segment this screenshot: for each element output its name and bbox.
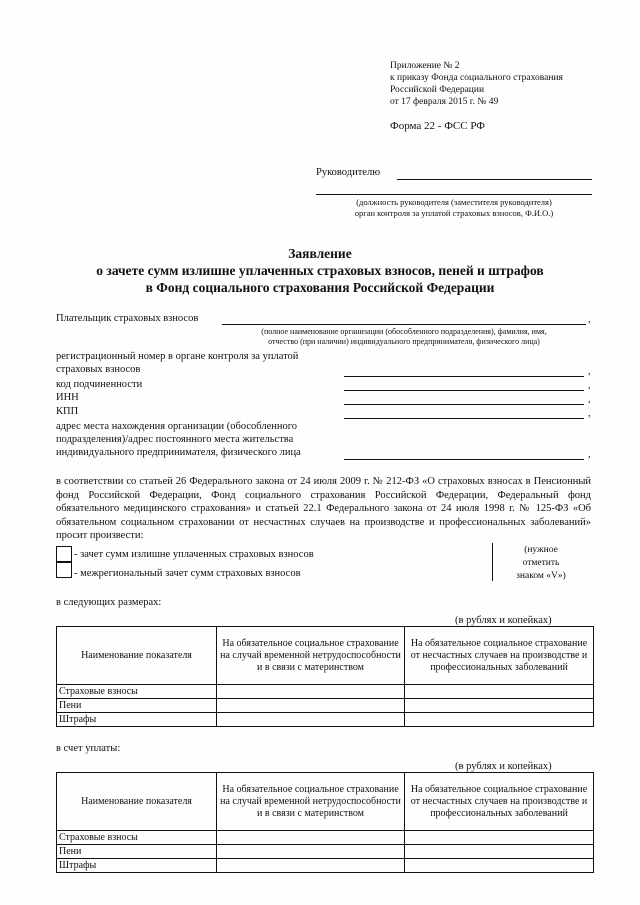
caption-line: отчество (при наличии) индивидуального предпринимателя, физического лица) xyxy=(268,337,540,346)
col-accidents: На обязательное социальное страхование от несчастных случаев на производстве и профессиональных заболеваний xyxy=(405,627,594,685)
caption-line: (полное наименование организации (обособленного подразделения), фамилия, имя, xyxy=(261,327,547,336)
comma: , xyxy=(588,366,591,377)
comma: , xyxy=(588,314,591,325)
addressee-caption xyxy=(316,197,592,219)
title-line: о зачете сумм излишне уплаченных страховых взносов, пеней и штрафов xyxy=(96,263,544,278)
col-temporary-disability: На обязательное социальное страхование на случай временной нетрудоспособности и в связи с материнством xyxy=(217,773,405,831)
addressee-field-2[interactable] xyxy=(316,194,592,195)
address-field[interactable] xyxy=(344,459,584,460)
col-indicator: Наименование показателя xyxy=(57,773,217,831)
section1-label: в следующих размерах: xyxy=(56,597,162,608)
comma: , xyxy=(588,408,591,419)
reg-number-label xyxy=(56,350,298,376)
table-row xyxy=(57,845,594,859)
addressee-label: Руководителю xyxy=(316,167,381,178)
amount-cell[interactable] xyxy=(405,713,594,727)
sub-code-label: код подчиненности xyxy=(56,379,143,390)
legal-basis-paragraph: в соответствии со статьей 26 Федерального закона от 24 июля 2009 г. № 212-ФЗ «О страховых взносах в Пенсионный фонд Российской Федерации, Фонд социального страхования Российской Федерации, Федеральный фонд обязательного медицинского страхования» и статьей 22.1 Федерального закона от 24 июля 1998 г. № 125-ФЗ «Об обязательном социальном страховании от несчастных случаев на производстве и профессиональных заболеваний» просит произвести: xyxy=(56,476,591,541)
amount-cell[interactable] xyxy=(405,845,594,859)
label-line: регистрационный номер в органе контроля за уплатой xyxy=(56,351,299,362)
sub-code-field[interactable] xyxy=(344,390,584,391)
note-line: отметить xyxy=(522,558,560,568)
payment-table xyxy=(56,772,594,873)
note-line: (нужное xyxy=(524,545,558,555)
table-row xyxy=(57,699,594,713)
payer-caption xyxy=(222,327,586,347)
amount-cell[interactable] xyxy=(217,859,405,873)
label-line: страховых взносов xyxy=(56,364,141,375)
col-temporary-disability: На обязательное социальное страхование на случай временной нетрудоспособности и в связи с материнством xyxy=(217,627,405,685)
option-interregional: - межрегиональный зачет сумм страховых взносов xyxy=(74,568,301,579)
reg-number-field[interactable] xyxy=(344,376,584,377)
comma: , xyxy=(588,394,591,405)
note-line: знаком «V») xyxy=(516,571,566,581)
amount-cell[interactable] xyxy=(217,685,405,699)
label-line: адрес места нахождения организации (обособленного xyxy=(56,421,298,432)
address-label xyxy=(56,420,301,459)
table-row xyxy=(57,859,594,873)
section1-units: (в рублях и копейках) xyxy=(455,615,552,626)
amount-cell[interactable] xyxy=(405,831,594,845)
amount-cell[interactable] xyxy=(217,845,405,859)
caption-line: орган контроля за уплатой страховых взносов, Ф.И.О.) xyxy=(354,208,554,218)
col-indicator: Наименование показателя xyxy=(57,627,217,685)
checkbox-note xyxy=(506,544,576,583)
addressee-field[interactable] xyxy=(397,179,592,180)
amount-cell[interactable] xyxy=(405,859,594,873)
option-offset: - зачет сумм излишне уплаченных страховых взносов xyxy=(74,549,314,560)
payer-field[interactable] xyxy=(222,324,586,325)
row-label: Штрафы xyxy=(57,713,217,727)
appendix-line: Российской Федерации xyxy=(390,85,485,95)
table-row xyxy=(57,713,594,727)
payer-label: Плательщик страховых взносов xyxy=(56,313,199,324)
title-line: Заявление xyxy=(288,246,352,261)
offset-checkbox[interactable] xyxy=(56,546,72,562)
kpp-field[interactable] xyxy=(344,418,584,419)
section2-units: (в рублях и копейках) xyxy=(455,761,552,772)
label-line: индивидуального предпринимателя, физического лица xyxy=(56,447,301,458)
title-line: в Фонд социального страхования Российской Федерации xyxy=(145,280,495,295)
section2-label: в счет уплаты: xyxy=(56,743,121,754)
kpp-label: КПП xyxy=(56,406,79,417)
inn-field[interactable] xyxy=(344,404,584,405)
inn-label: ИНН xyxy=(56,392,79,403)
form-name: Форма 22 - ФСС РФ xyxy=(390,120,485,132)
document-title xyxy=(40,245,600,296)
amount-cell[interactable] xyxy=(405,699,594,713)
appendix-line: Приложение № 2 xyxy=(390,61,460,71)
amounts-table xyxy=(56,626,594,727)
row-label: Штрафы xyxy=(57,859,217,873)
amount-cell[interactable] xyxy=(217,713,405,727)
table-row xyxy=(57,831,594,845)
label-line: подразделения)/адрес постоянного места жительства xyxy=(56,434,294,445)
interregional-checkbox[interactable] xyxy=(56,562,72,578)
table-row xyxy=(57,685,594,699)
row-label: Пени xyxy=(57,845,217,859)
appendix-line: к приказу Фонда социального страхования xyxy=(390,73,563,83)
comma: , xyxy=(588,380,591,391)
amount-cell[interactable] xyxy=(217,699,405,713)
appendix-block xyxy=(390,60,563,108)
divider xyxy=(492,543,493,581)
col-accidents: На обязательное социальное страхование от несчастных случаев на производстве и профессиональных заболеваний xyxy=(405,773,594,831)
amount-cell[interactable] xyxy=(217,831,405,845)
row-label: Пени xyxy=(57,699,217,713)
caption-line: (должность руководителя (заместителя руководителя) xyxy=(356,197,552,207)
row-label: Страховые взносы xyxy=(57,831,217,845)
row-label: Страховые взносы xyxy=(57,685,217,699)
appendix-line: от 17 февраля 2015 г. № 49 xyxy=(390,97,499,107)
comma: , xyxy=(588,449,591,460)
amount-cell[interactable] xyxy=(405,685,594,699)
